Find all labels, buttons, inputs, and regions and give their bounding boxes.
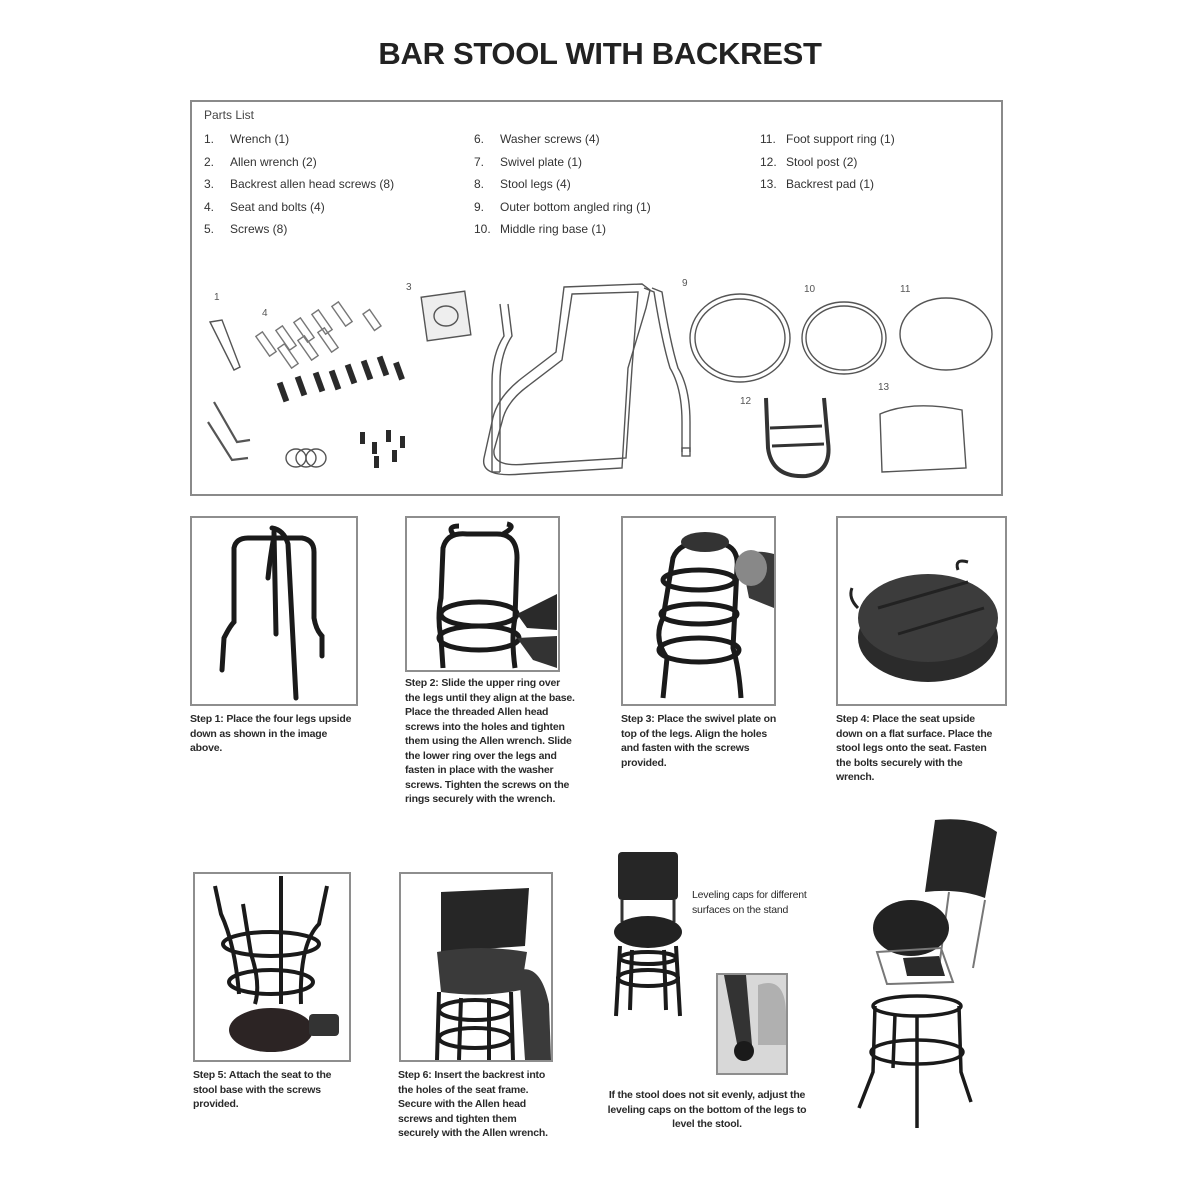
part-item: 13. Backrest pad (1) <box>760 177 875 191</box>
step2-image <box>405 516 560 672</box>
svg-text:11: 11 <box>900 284 911 295</box>
step3-image <box>621 516 776 706</box>
part-item: 11. Foot support ring (1) <box>760 132 895 146</box>
parts-column-1 <box>204 128 394 241</box>
step6-caption: Step 6: Insert the backrest into the holes of the seat frame. Secure with the Allen head screws and tighten them securely with the Allen wrench. <box>398 1069 548 1139</box>
part-item: 7. Swivel plate (1) <box>474 154 583 169</box>
parts-diagram <box>192 272 1001 494</box>
part-item: 8. Stool legs (4) <box>474 177 571 191</box>
step6-image <box>399 872 553 1062</box>
part-item: 1. Wrench (1) <box>204 132 290 146</box>
part-item: 5. Screws (8) <box>204 222 288 236</box>
svg-text:13: 13 <box>878 382 890 393</box>
legs-ring-assembly-image <box>407 518 558 670</box>
svg-text:4: 4 <box>262 308 268 319</box>
step3-caption: Step 3: Place the swivel plate on top of the legs. Align the holes and fasten with the screws provided. <box>621 713 777 769</box>
svg-text:12: 12 <box>740 396 752 407</box>
part-item: 6. Washer screws (4) <box>474 132 600 146</box>
svg-text:10: 10 <box>804 284 816 295</box>
step1-image <box>190 516 358 706</box>
part-item: 2. Allen wrench (2) <box>204 154 317 169</box>
stool-legs-upside-down-image <box>192 518 356 704</box>
svg-text:3: 3 <box>406 282 412 293</box>
assembled-stool-image <box>608 850 690 1020</box>
svg-text:1: 1 <box>214 292 220 303</box>
seat-upside-down-image <box>838 518 1005 704</box>
part-item: 3. Backrest allen head screws (8) <box>204 177 395 191</box>
leveling-caps-note: Leveling caps for different surfaces on the stand <box>692 889 807 916</box>
part-item: 9. Outer bottom angled ring (1) <box>474 199 651 214</box>
base-on-seat-image <box>195 874 349 1060</box>
part-item: 10. Middle ring base (1) <box>474 222 607 236</box>
parts-list-heading: Parts List <box>204 108 255 122</box>
document-title: BAR STOOL WITH BACKREST <box>378 36 822 71</box>
svg-text:9: 9 <box>682 278 688 289</box>
exploded-stool-image <box>855 818 1005 1128</box>
wrench-icon <box>210 320 240 370</box>
part-item: 12. Stool post (2) <box>760 154 858 169</box>
step1-caption: Step 1: Place the four legs upside down as shown in the image above. <box>190 713 352 754</box>
swivel-plate-assembly-image <box>623 518 774 704</box>
leveling-instructions-caption: If the stool does not sit evenly, adjust the leveling caps on the bottom of the legs to level the stool. <box>607 1089 807 1130</box>
parts-column-3 <box>760 128 895 196</box>
step5-caption: Step 5: Attach the seat to the stool base with the screws provided. <box>193 1069 332 1110</box>
leveling-cap-closeup-image <box>716 973 788 1075</box>
parts-column-2 <box>474 128 651 241</box>
step4-image <box>836 516 1007 706</box>
step5-image <box>193 872 351 1062</box>
step4-caption: Step 4: Place the seat upside down on a flat surface. Place the stool legs onto the seat. Fasten the bolts securely with the wrench. <box>836 713 993 783</box>
step2-caption: Step 2: Slide the upper ring over the legs until they align at the base. Place the threaded Allen head screws into the holes and tighten them using the Allen wrench. Slide the lower ring over the legs and fasten in place with the washer screws. Tighten the screws on the rings securely with the wrench. <box>405 677 575 805</box>
backrest-install-image <box>401 874 551 1060</box>
parts-list-panel <box>190 100 1003 496</box>
part-item: 4. Seat and bolts (4) <box>204 199 325 214</box>
